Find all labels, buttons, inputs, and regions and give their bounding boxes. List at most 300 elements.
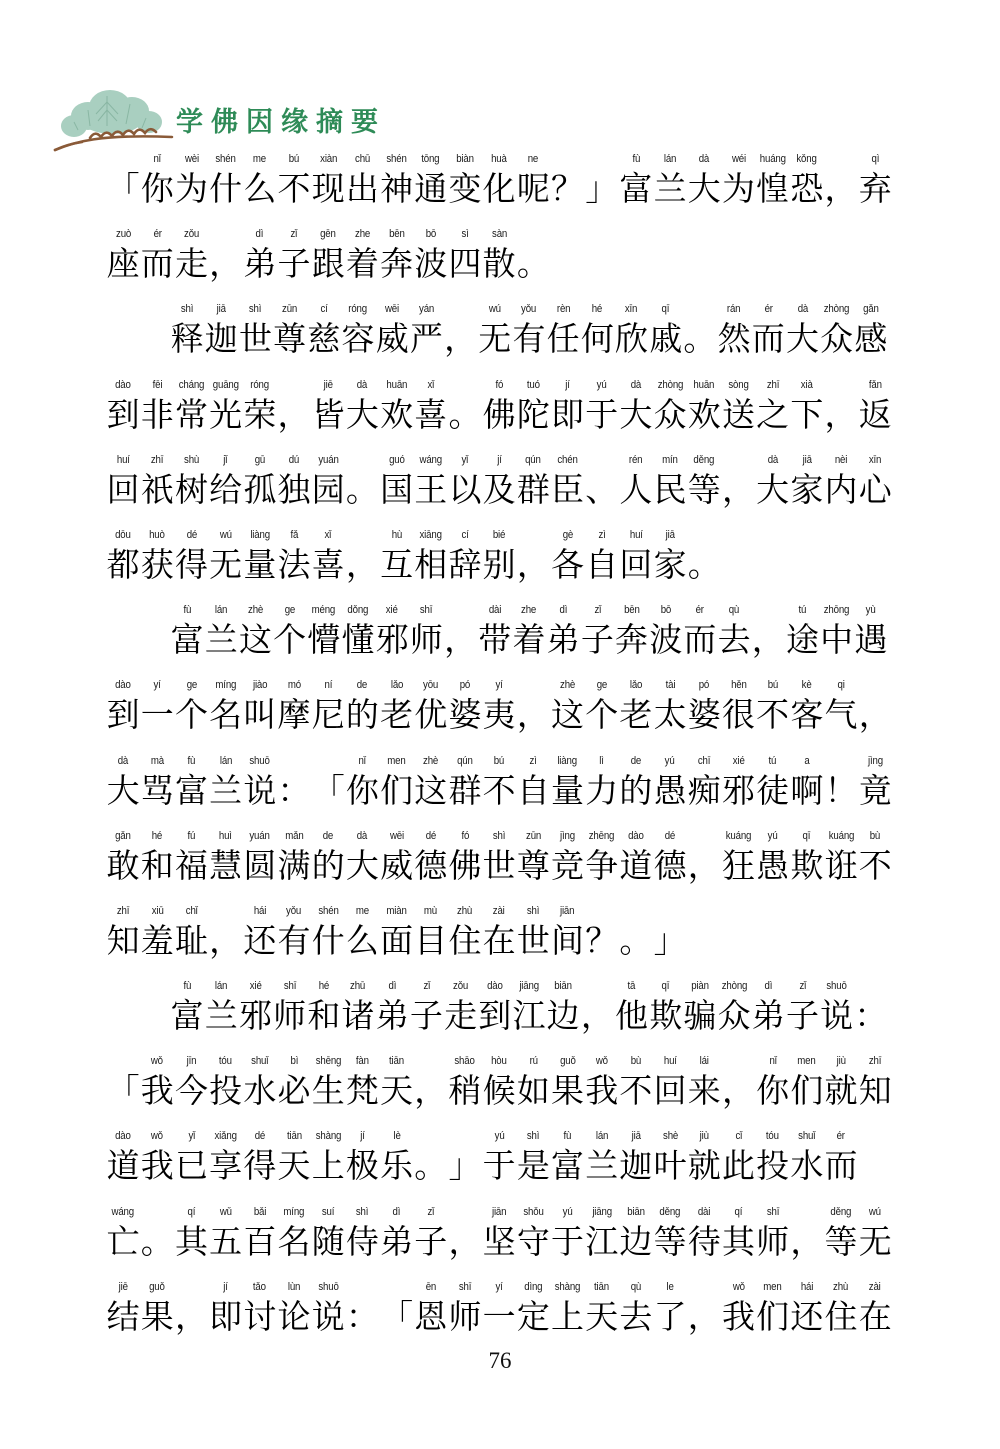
han-character: 座 xyxy=(106,247,140,284)
text-line xyxy=(106,378,916,453)
pinyin-annotation: yí xyxy=(153,679,161,692)
han-character: 道 xyxy=(619,848,653,885)
han-character: 返 xyxy=(858,397,892,434)
han-character: 园 xyxy=(311,472,345,509)
pinyin-annotation: mó xyxy=(287,679,301,692)
han-character: 们 xyxy=(380,773,414,810)
han-character: 子 xyxy=(414,1224,448,1261)
ruby-token xyxy=(721,1129,755,1190)
ruby-token xyxy=(174,829,208,890)
pinyin-annotation: bēn xyxy=(623,604,640,617)
han-character: 么 xyxy=(345,923,379,960)
pinyin-annotation: qún xyxy=(525,453,542,466)
ruby-token xyxy=(448,528,482,589)
ruby-token xyxy=(238,979,272,1040)
pinyin-annotation: tōng xyxy=(421,153,440,165)
pinyin-annotation: shì xyxy=(527,1130,540,1143)
ruby-token xyxy=(580,979,614,1040)
han-character: 还 xyxy=(790,1299,824,1336)
han-character: 随 xyxy=(311,1224,345,1261)
pinyin-annotation: biàn xyxy=(456,153,474,165)
pinyin-annotation: jiù xyxy=(836,1055,846,1068)
pinyin-annotation: gǎn xyxy=(863,303,879,316)
ruby-token xyxy=(311,1129,345,1190)
pinyin-annotation: yǒu xyxy=(286,904,302,917)
han-character: 不 xyxy=(619,1074,653,1111)
han-character: 大 xyxy=(619,397,653,434)
ruby-token xyxy=(516,829,550,890)
han-character: 兰 xyxy=(653,172,687,208)
ruby-token xyxy=(585,453,619,514)
han-character: 兰 xyxy=(585,1149,619,1186)
ruby-token xyxy=(209,1129,243,1190)
han-character: 而 xyxy=(751,322,785,359)
han-character: 知 xyxy=(858,1074,892,1111)
pinyin-annotation xyxy=(464,1205,467,1220)
pinyin-annotation: tú xyxy=(798,604,807,617)
han-character: 有 xyxy=(512,322,546,359)
ruby-token xyxy=(106,378,140,439)
han-character: ， xyxy=(448,1224,482,1261)
ruby-token xyxy=(721,1054,755,1115)
ruby-token xyxy=(516,1054,550,1115)
pinyin-annotation: jiē xyxy=(118,1280,128,1293)
ruby-token xyxy=(482,754,516,815)
han-character: 内 xyxy=(824,472,858,509)
han-character: 量 xyxy=(551,773,585,810)
pinyin-annotation xyxy=(699,302,702,317)
han-character: 师 xyxy=(273,999,307,1036)
pinyin-annotation: hù xyxy=(391,528,402,541)
text-line xyxy=(106,1129,916,1204)
han-character: 群 xyxy=(448,773,482,810)
han-character: 为 xyxy=(174,172,208,208)
ruby-token xyxy=(653,1129,687,1190)
pinyin-annotation: qù xyxy=(728,604,740,617)
ruby-token xyxy=(721,1205,755,1266)
ruby-token xyxy=(653,1054,687,1115)
han-character: 懂 xyxy=(341,623,375,660)
pinyin-annotation xyxy=(532,227,535,242)
ruby-token xyxy=(414,227,448,288)
han-character: 江 xyxy=(585,1224,619,1261)
pinyin-annotation: dì xyxy=(559,604,568,617)
han-character: 惶 xyxy=(756,172,790,208)
pinyin-annotation: zhōng xyxy=(823,604,850,617)
pinyin-annotation: hé xyxy=(592,303,603,316)
pinyin-annotation: dì xyxy=(388,980,397,993)
ruby-token xyxy=(824,678,858,739)
ruby-token xyxy=(585,678,619,739)
pinyin-annotation: dà xyxy=(357,829,368,842)
pinyin-annotation: shè xyxy=(662,1130,678,1143)
pinyin-annotation: qī xyxy=(661,303,670,316)
han-character: ， xyxy=(721,472,755,509)
ruby-token xyxy=(516,152,550,213)
pinyin-annotation: tā xyxy=(627,980,636,993)
pinyin-annotation: biān xyxy=(554,980,572,993)
han-character: 什 xyxy=(311,923,345,960)
ruby-token xyxy=(448,1205,482,1266)
ruby-token xyxy=(721,1280,755,1341)
han-character: 富 xyxy=(174,773,208,810)
ruby-token xyxy=(516,1280,550,1341)
han-character: 陀 xyxy=(516,397,550,434)
ruby-token xyxy=(858,829,892,890)
han-character: 我 xyxy=(140,1074,174,1111)
pinyin-annotation: xīn xyxy=(625,303,638,316)
pinyin-annotation: dài xyxy=(488,604,501,617)
han-character: 老 xyxy=(619,698,653,735)
han-character: 非 xyxy=(140,397,174,434)
han-character: ， xyxy=(174,1299,208,1336)
han-character: 弟 xyxy=(243,247,277,284)
pinyin-annotation: jí xyxy=(360,1130,365,1143)
pinyin-annotation: xǐ xyxy=(427,378,435,391)
ruby-token xyxy=(106,528,140,589)
han-character: 们 xyxy=(790,1074,824,1111)
page-title: 学佛因缘摘要 xyxy=(176,107,386,137)
han-character: 。 xyxy=(448,397,482,434)
ruby-token xyxy=(550,453,584,514)
ruby-token xyxy=(170,979,204,1040)
pinyin-annotation xyxy=(122,152,125,167)
han-character: 啊 xyxy=(790,773,824,810)
han-character: 感 xyxy=(854,322,888,359)
ruby-token xyxy=(273,302,307,363)
ruby-token xyxy=(516,904,550,965)
ruby-token xyxy=(414,1054,448,1115)
ruby-token xyxy=(649,603,683,664)
han-character: 独 xyxy=(277,472,311,509)
ruby-token xyxy=(243,904,277,965)
ruby-token xyxy=(444,979,478,1040)
han-character: 他 xyxy=(615,999,649,1036)
pinyin-annotation: jiā xyxy=(216,303,226,316)
han-character: 一 xyxy=(482,1299,516,1336)
pinyin-annotation: dé xyxy=(425,829,436,842)
ruby-token xyxy=(307,302,341,363)
han-character: 光 xyxy=(209,397,243,434)
pinyin-annotation: dì xyxy=(764,980,773,993)
pinyin-annotation: zhè xyxy=(247,604,264,617)
pinyin-annotation: fù xyxy=(632,153,640,165)
han-character: 间 xyxy=(551,923,585,960)
pinyin-annotation: zǒu xyxy=(453,980,469,993)
ruby-token xyxy=(619,528,653,589)
han-character: 夷 xyxy=(482,698,516,735)
ruby-token xyxy=(345,754,379,815)
pinyin-annotation: ge xyxy=(186,679,197,692)
ruby-token xyxy=(854,603,888,664)
ruby-token xyxy=(345,678,379,739)
han-character: ： xyxy=(345,1299,379,1336)
ruby-token xyxy=(478,979,512,1040)
ruby-token xyxy=(756,678,790,739)
ruby-token xyxy=(341,603,375,664)
han-character: ， xyxy=(824,172,858,208)
text-line xyxy=(106,603,916,678)
ruby-token xyxy=(653,678,687,739)
pinyin-annotation: shàng xyxy=(554,1280,581,1293)
han-character: 婆 xyxy=(687,698,721,735)
pinyin-annotation: ér xyxy=(153,228,162,241)
ruby-token xyxy=(649,979,683,1040)
ruby-token xyxy=(277,1280,311,1341)
pinyin-annotation xyxy=(430,1129,433,1144)
han-character: 和 xyxy=(140,848,174,885)
pinyin-annotation: men xyxy=(763,1280,782,1293)
han-character: 。 xyxy=(140,1224,174,1261)
han-character: 释 xyxy=(170,322,204,359)
han-character: 婆 xyxy=(448,698,482,735)
pinyin-annotation: dà xyxy=(699,153,710,165)
ruby-token xyxy=(683,979,717,1040)
han-character: 群 xyxy=(516,472,550,509)
ruby-token xyxy=(174,1129,208,1190)
pinyin-annotation: ér xyxy=(764,303,773,316)
han-character: 邪 xyxy=(721,773,755,810)
pinyin-annotation: hé xyxy=(318,980,330,993)
ruby-token xyxy=(858,1280,892,1341)
han-character: 说 xyxy=(243,773,277,810)
ruby-token xyxy=(243,378,277,439)
han-character: 亡 xyxy=(106,1224,140,1261)
ruby-token xyxy=(345,152,379,213)
ruby-token xyxy=(546,302,580,363)
ruby-token xyxy=(204,302,238,363)
pinyin-annotation: chǐ xyxy=(185,904,198,917)
han-character: 的 xyxy=(619,773,653,810)
text-line xyxy=(106,1205,916,1280)
han-character: 大 xyxy=(345,848,379,885)
ruby-token xyxy=(653,904,687,965)
pinyin-annotation: lì xyxy=(599,754,604,767)
han-character: 知 xyxy=(106,923,140,960)
pinyin-annotation: shuō xyxy=(318,1280,339,1293)
text-line xyxy=(106,678,916,753)
pinyin-annotation: fù xyxy=(187,754,196,767)
ruby-token xyxy=(854,302,888,363)
ruby-token xyxy=(858,1205,892,1266)
han-character: 在 xyxy=(858,1299,892,1336)
han-character: ！ xyxy=(824,773,858,810)
ruby-token xyxy=(448,378,482,439)
ruby-token xyxy=(204,603,238,664)
pinyin-annotation: fù xyxy=(183,980,191,993)
han-character: 们 xyxy=(756,1299,790,1336)
han-character: 摩 xyxy=(277,698,311,735)
han-character: 什 xyxy=(209,172,243,208)
han-character: 子 xyxy=(409,999,443,1036)
ruby-token xyxy=(209,453,243,514)
han-character: 大 xyxy=(785,322,819,359)
pinyin-annotation: shì xyxy=(180,303,194,316)
ruby-token xyxy=(448,754,482,815)
ruby-token xyxy=(550,904,584,965)
ruby-token xyxy=(345,829,379,890)
pinyin-annotation: jiào xyxy=(252,679,268,692)
ruby-token xyxy=(756,152,790,213)
ruby-token xyxy=(311,1054,345,1115)
pinyin-annotation: zhòng xyxy=(721,980,747,993)
han-character: 天 xyxy=(585,1299,619,1336)
han-character: 么 xyxy=(243,172,277,208)
pinyin-annotation: dà xyxy=(357,378,368,391)
pinyin-annotation: dìng xyxy=(524,1280,543,1293)
pinyin-annotation: ne xyxy=(528,153,539,165)
pinyin-annotation: men xyxy=(797,1055,817,1068)
ruby-token xyxy=(756,1054,790,1115)
han-character: 痴 xyxy=(687,773,721,810)
ruby-token xyxy=(619,678,653,739)
ruby-token xyxy=(277,904,311,965)
han-character: 众 xyxy=(653,397,687,434)
text-line xyxy=(106,302,916,377)
pinyin-annotation xyxy=(600,453,603,468)
han-character: 天 xyxy=(380,1074,414,1111)
ruby-token xyxy=(140,1205,174,1266)
pinyin-annotation: dào xyxy=(628,829,644,842)
pinyin-annotation: shī xyxy=(420,604,433,617)
pinyin-annotation: chén xyxy=(557,453,578,466)
ruby-token xyxy=(482,378,516,439)
ruby-token xyxy=(448,904,482,965)
han-character: 江 xyxy=(512,999,546,1036)
pinyin-annotation: bú xyxy=(767,679,778,692)
han-character: 」 xyxy=(585,172,619,208)
ruby-token xyxy=(580,603,614,664)
pinyin-annotation xyxy=(669,904,672,919)
han-character: 享 xyxy=(209,1149,243,1186)
ruby-token xyxy=(824,1054,858,1115)
han-character: 得 xyxy=(243,1149,277,1186)
pinyin-annotation: hé xyxy=(152,829,163,842)
han-character: 愚 xyxy=(653,773,687,810)
text-line xyxy=(106,528,916,603)
han-character: 大 xyxy=(106,773,140,810)
pine-branch-icon xyxy=(52,80,176,156)
han-character: 面 xyxy=(380,923,414,960)
pinyin-annotation: shì xyxy=(356,1205,369,1218)
ruby-token xyxy=(653,1280,687,1341)
ruby-token xyxy=(619,904,653,965)
pinyin-annotation xyxy=(600,152,603,167)
pinyin-annotation: bú xyxy=(288,153,300,165)
ruby-token xyxy=(756,754,790,815)
han-character: ， xyxy=(277,397,311,434)
pinyin-annotation: zhī xyxy=(116,904,130,917)
pinyin-annotation: zài xyxy=(493,904,506,917)
ruby-token xyxy=(380,1205,414,1266)
pinyin-annotation: yǒu xyxy=(521,303,537,316)
pinyin-annotation xyxy=(596,979,599,994)
pinyin-annotation: dào xyxy=(115,679,131,692)
ruby-token xyxy=(277,754,311,815)
han-character: 叫 xyxy=(243,698,277,735)
pinyin-annotation: lùn xyxy=(287,1280,301,1293)
ruby-token xyxy=(482,678,516,739)
pinyin-annotation: shì xyxy=(492,829,506,842)
pinyin-annotation: yǐ xyxy=(461,453,469,466)
pinyin-annotation: zhī xyxy=(151,453,164,466)
pinyin-annotation: ní xyxy=(324,679,333,692)
han-character: ， xyxy=(209,247,243,284)
han-character: 诳 xyxy=(824,848,858,885)
pinyin-annotation: zǐ xyxy=(423,980,430,993)
ruby-token xyxy=(756,1129,790,1190)
text-line xyxy=(106,1280,916,1355)
pinyin-annotation: men xyxy=(387,754,406,767)
han-character: 如 xyxy=(516,1074,550,1111)
pinyin-annotation: bǎi xyxy=(253,1205,267,1218)
ruby-token xyxy=(751,603,785,664)
han-character: ， xyxy=(687,848,721,885)
ruby-token xyxy=(687,1054,721,1115)
han-character: 恩 xyxy=(414,1299,448,1336)
pinyin-annotation: qí xyxy=(187,1205,196,1218)
pinyin-annotation: fàn xyxy=(355,1055,369,1068)
pinyin-annotation xyxy=(840,152,843,167)
han-character: 守 xyxy=(516,1224,550,1261)
pinyin-annotation: wú xyxy=(488,303,501,316)
han-character: ， xyxy=(516,698,550,735)
ruby-token xyxy=(478,302,512,363)
pinyin-annotation: huí xyxy=(116,453,130,466)
pinyin-annotation: piàn xyxy=(691,980,709,993)
pinyin-annotation: kuáng xyxy=(828,829,854,842)
ruby-token xyxy=(174,378,208,439)
ruby-token xyxy=(380,829,414,890)
ruby-token xyxy=(858,1054,892,1115)
ruby-token xyxy=(106,227,140,288)
ruby-token xyxy=(687,528,721,589)
han-character: ， xyxy=(444,623,478,660)
han-character: 尊 xyxy=(273,322,307,359)
ruby-token xyxy=(140,528,174,589)
han-character: 量 xyxy=(243,547,277,584)
ruby-token xyxy=(209,528,243,589)
han-character: 即 xyxy=(209,1299,243,1336)
pinyin-annotation xyxy=(190,1280,193,1295)
pinyin-annotation: lǎo xyxy=(629,679,643,692)
pinyin-annotation: fǎn xyxy=(868,378,882,391)
ruby-token xyxy=(375,603,409,664)
ruby-token xyxy=(785,979,819,1040)
han-character: 臣 xyxy=(551,472,585,509)
ruby-token xyxy=(585,904,619,965)
pinyin-annotation: xǐ xyxy=(324,528,332,541)
han-character: 而 xyxy=(683,623,717,660)
pinyin-annotation xyxy=(566,152,569,167)
han-character: 师 xyxy=(409,623,443,660)
pinyin-annotation: yán xyxy=(418,303,434,316)
han-character: 上 xyxy=(311,1149,345,1186)
pinyin-annotation: de xyxy=(323,829,334,842)
han-character: 现 xyxy=(311,172,345,208)
ruby-token xyxy=(380,754,414,815)
pinyin-annotation: tóu xyxy=(766,1130,780,1143)
han-character: 侍 xyxy=(345,1224,379,1261)
han-character: 回 xyxy=(653,1074,687,1111)
pinyin-annotation xyxy=(464,1129,467,1144)
han-character: ， xyxy=(721,1074,755,1111)
han-character: 获 xyxy=(140,547,174,584)
ruby-token xyxy=(448,1054,482,1115)
han-character: 心 xyxy=(858,472,892,509)
han-character: 师 xyxy=(756,1224,790,1261)
ruby-token xyxy=(409,979,443,1040)
